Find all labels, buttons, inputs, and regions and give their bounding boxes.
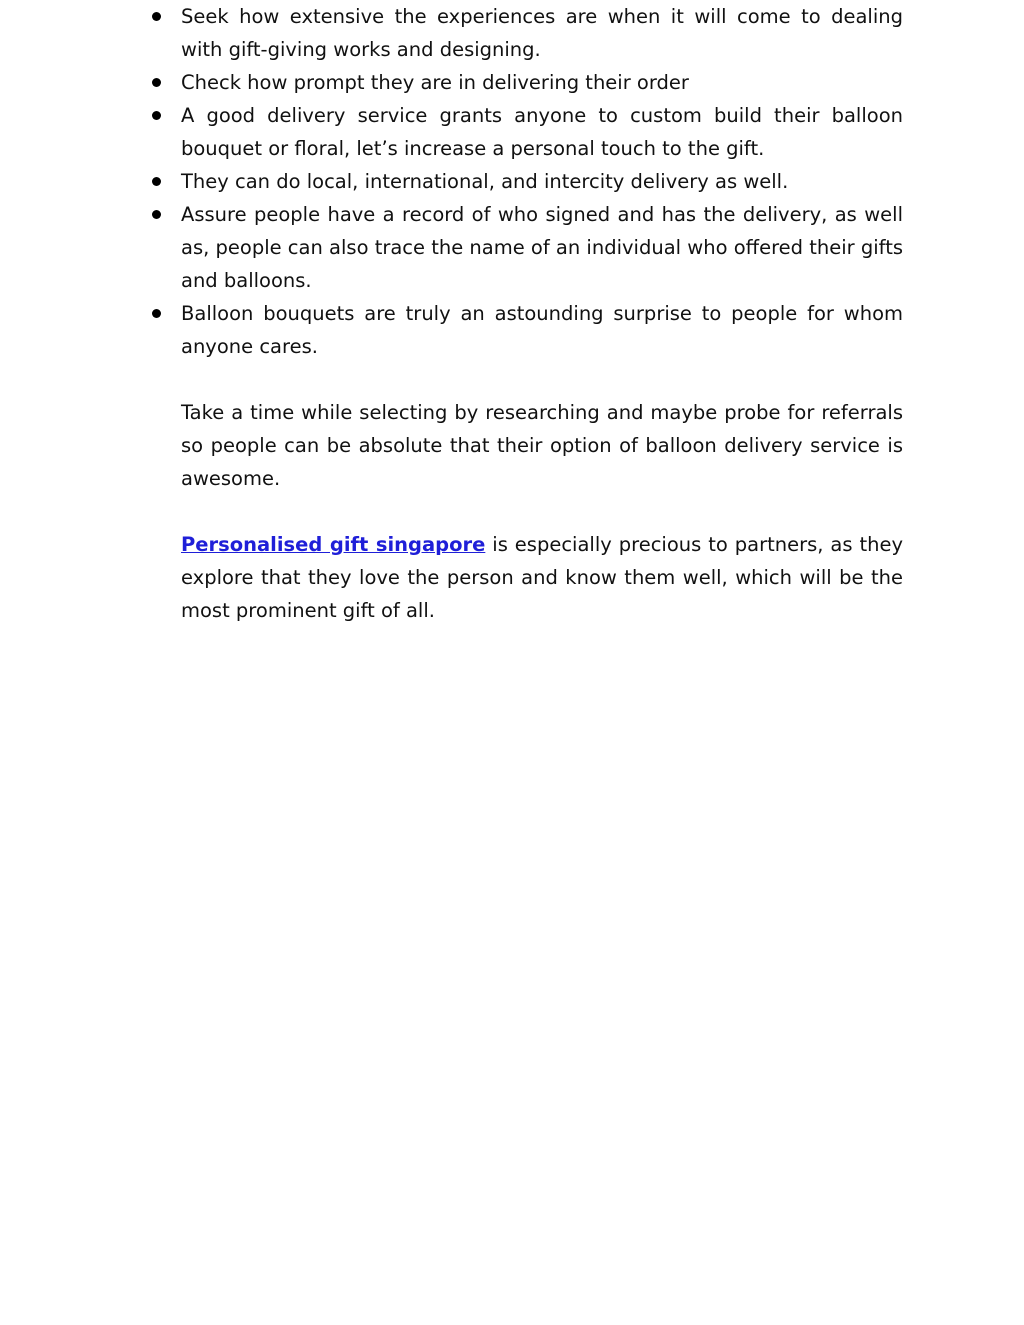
page-content <box>181 0 903 627</box>
list-item <box>181 198 903 297</box>
personalised-gift-link[interactable]: Personalised gift singapore <box>181 533 486 556</box>
personalised-gift-paragraph <box>181 528 903 627</box>
list-item <box>181 99 903 165</box>
list-item <box>181 66 903 99</box>
bullet-icon <box>152 309 161 318</box>
list-item-text: Check how prompt they are in delivering their order <box>181 71 689 94</box>
bullet-icon <box>152 111 161 120</box>
list-item <box>181 297 903 363</box>
list-item-text: Seek how extensive the experiences are when it will come to dealing with gift-giving works and designing. <box>181 5 903 61</box>
list-item-text: Assure people have a record of who signed and has the delivery, as well as, people can also trace the name of an individual who offered their gifts and balloons. <box>181 203 903 292</box>
list-item-text: A good delivery service grants anyone to custom build their balloon bouquet or floral, let’s increase a personal touch to the gift. <box>181 104 903 160</box>
bullet-icon <box>152 177 161 186</box>
list-item-text: They can do local, international, and intercity delivery as well. <box>181 170 789 193</box>
paragraph-text: is especially precious to partners, as they explore that they love the person and know them well, which will be the most prominent gift of all. <box>181 533 903 622</box>
bullet-icon <box>152 78 161 87</box>
list-item <box>181 165 903 198</box>
list-item-text: Balloon bouquets are truly an astounding surprise to people for whom anyone cares. <box>181 302 903 358</box>
bullet-icon <box>152 12 161 21</box>
bullet-list <box>181 0 903 363</box>
referral-paragraph: Take a time while selecting by researching and maybe probe for referrals so people can be absolute that their option of balloon delivery service is awesome. <box>181 401 903 490</box>
bullet-icon <box>152 210 161 219</box>
list-item <box>181 0 903 66</box>
